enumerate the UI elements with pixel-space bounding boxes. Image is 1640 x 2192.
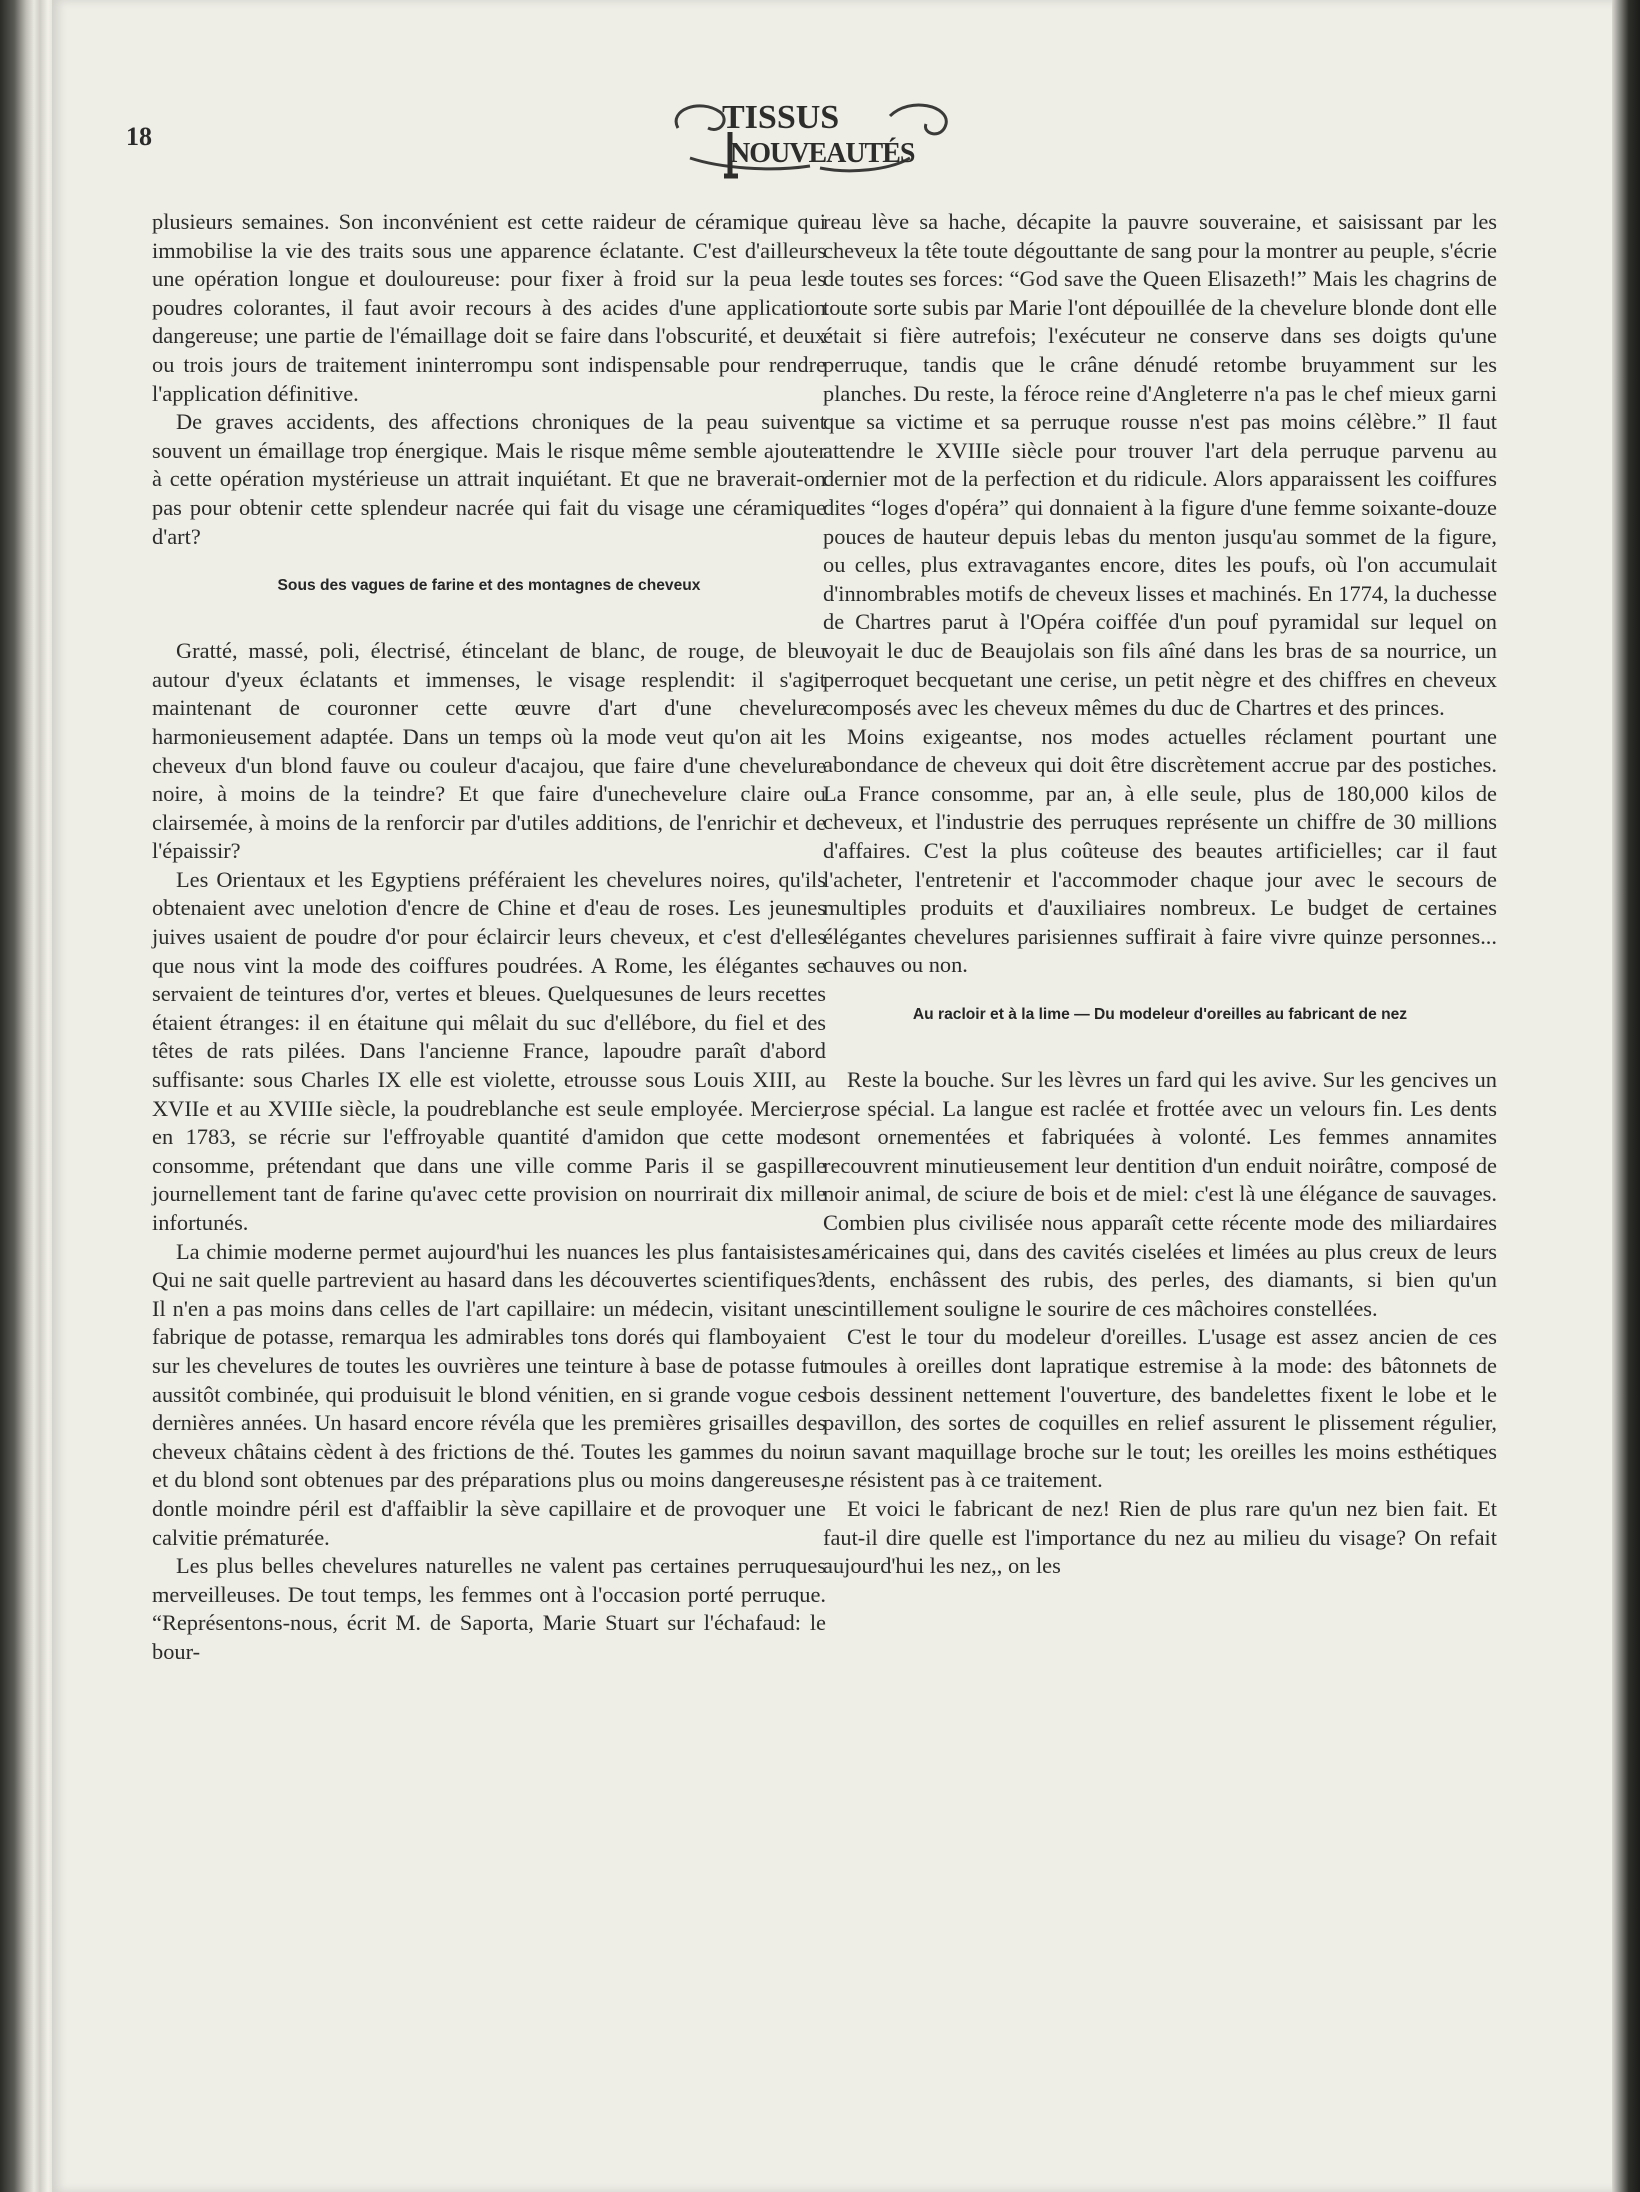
paragraph: reau lève sa hache, décapite la pauvre souveraine, et saisissant par les cheveux la tête toute dégouttante de sang pour la montrer au peuple, s'écrie de toutes ses forces: “God save the Queen Elisazeth!” Mais les chagrins de toute sorte subis par Marie l'ont dépouillée de la chevelure blonde dont elle était si fière autrefois; l'exécuteur ne conserve dans ses doigts qu'une perruque, tandis que le crâne dénudé retombe bruyamment sur les planches. Du reste, la féroce reine d'Angleterre n'a pas le chef mieux garni que sa victime et sa perruque rousse n'est pas moins célèbre.” Il faut attendre le XVIIIe siècle pour trouver l'art dela perruque parvenu au dernier mot de la perfection et du ridicule. Alors apparaissent les coiffures dites “loges d'opéra” qui donnaient à la figure d'une femme soixante-douze pouces de hauteur depuis lebas du menton jusqu'au sommet de la figure, ou celles, plus extravagantes encore, dites les poufs, où l'on accumulait d'innombrables motifs de cheveux lisses et machinés. En 1774, la duchesse de Chartres parut à l'Opéra coiffée d'un pouf pyramidal sur lequel on voyait le duc de Beaujolais son fils aîné dans les bras de sa nourrice, un perroquet becquetant une cerise, un petit nègre et des chiffres en cheveux composés avec les cheveux mêmes du duc de Chartres et des princes. (823, 209, 1497, 721)
paragraph: Et voici le fabricant de nez! Rien de plus rare qu'un nez bien fait. Et faut-il dire quelle est l'importance du nez au milieu du visage? On refait aujourd'hui les nez,, on les (823, 1495, 1497, 1579)
paragraph: Les plus belles chevelures naturelles ne valent pas certaines perruques merveilleuses. De tout temps, les femmes ont à l'occasion porté perruque. “Représentons-nous, écrit M. de Saporta, Marie Stuart sur l'échafaud: le bour- (152, 1553, 826, 1664)
page-edge (1612, 0, 1640, 2192)
page-number: 18 (126, 122, 152, 151)
masthead-logo (660, 88, 960, 180)
paragraph: Gratté, massé, poli, électrisé, étincelant de blanc, de rouge, de bleu autour d'yeux éclatants et immenses, le visage resplendit: il s'agit maintenant de couronner cette œuvre d'art d'une chevelure harmonieusement adaptée. Dans un temps où la mode veut qu'on ait les cheveux d'un blond fauve ou couleur d'acajou, que faire d'une chevelure noire, à moins de la teindre? Et que faire d'unechevelure claire ou clairsemée, à moins de la renforcir par d'utiles additions, de l'enrichir et de l'épaissir? (152, 638, 826, 864)
left-column (152, 208, 826, 1667)
section-heading: Sous des vagues de farine et des montagnes de cheveux (277, 577, 701, 595)
paragraph: C'est le tour du modeleur d'oreilles. L'usage est assez ancien de ces moules à oreilles dont lapratique estremise à la mode: des bâtonnets de bois dessinent nettement l'ouverture, des bandelettes fixent le lobe et le pavillon, des sortes de coquilles en relief assurent le plissement régulier, un savant maquillage broche sur le tout; les oreilles les moins esthétiques ne résistent pas à ce traitement. (823, 1324, 1497, 1493)
paragraph: Les Orientaux et les Egyptiens préféraient les chevelures noires, qu'ils obtenaient avec unelotion d'encre de Chine et d'eau de roses. Les jeunes juives usaient de poudre d'or pour éclaircir leurs cheveux, et c'est d'elles que nous vint la mode des coiffures poudrées. A Rome, les élégantes se servaient de teintures d'or, vertes et bleues. Quelquesunes de leurs recettes étaient étranges: il en étaitune qui mêlait du suc d'ellébore, du fiel et des têtes de rats pilées. Dans l'ancienne France, lapoudre paraît d'abord suffisante: sous Charles IX elle est violette, etrousse sous Louis XIII, au XVIIe et au XVIIIe siècle, la poudreblanche est seule employée. Mercier, en 1783, se récrie sur l'effroyable quantité d'amidon que cette mode consomme, prétendant que dans une ville comme Paris il se gaspille journellement tant de farine qu'avec cette provision on nourrirait dix mille infortunés. (152, 866, 826, 1235)
paragraph: De graves accidents, des affections chroniques de la peau suivent souvent un émaillage trop énergique. Mais le risque même semble ajouter à cette opération mystérieuse un attrait inquiétant. Et que ne braverait-on pas pour obtenir cette splendeur nacrée qui fait du visage une céramique d'art? (152, 409, 826, 549)
paragraph: Moins exigeantse, nos modes actuelles réclament pourtant une abondance de cheveux qui doit être discrètement accrue par des postiches. La France consomme, par an, à elle seule, plus de 180,000 kilos de cheveux, et l'industrie des perruques représente un chiffre de 30 millions d'affaires. C'est la plus coûteuse des beautes artificielles; car il faut l'acheter, l'entretenir et l'accommoder chaque jour avec le secours de multiples produits et d'auxiliaires nombreux. Le budget de certaines élégantes chevelures parisiennes suffirait à faire vivre quinze personnes... chauves ou non. (823, 723, 1497, 978)
paragraph: plusieurs semaines. Son inconvénient est cette raideur de céramique qui immobilise la vie des traits sous une apparence éclatante. C'est d'ailleurs une opération longue et douloureuse: pour fixer à froid sur la peua les poudres colorantes, il faut avoir recours à des acides d'une application dangereuse; une partie de l'émaillage doit se faire dans l'obscurité, et deux ou trois jours de traitement ininterrompu sont indispensable pour rendre l'application définitive. (152, 209, 826, 406)
section-heading: Au racloir et à la lime — Du modeleur d'oreilles au fabricant de nez (912, 1006, 1408, 1024)
paragraph: Reste la bouche. Sur les lèvres un fard qui les avive. Sur les gencives un rose spécial. La langue est raclée et frottée avec un velours fin. Les dents sont ornementées et fabriquées à volonté. Les femmes annamites recouvrent minutieusement leur dentition d'un enduit noirâtre, composé de noir animal, de sciure de bois et de miel: c'est là une élégance de sauvages. Combien plus civilisée nous apparaît cette récente mode des miliardaires américaines qui, dans des cavités ciselées et limées au plus creux de leurs dents, enchâssent des rubis, des perles, des diamants, si bien qu'un scintillement souligne le sourire de ces mâchoires constellées. (823, 1067, 1497, 1321)
masthead-bottom-text: NOUVEAUTÉS (730, 138, 915, 169)
paragraph: La chimie moderne permet aujourd'hui les nuances les plus fantaisistes. Qui ne sait quelle partrevient au hasard dans les découvertes scientifiques? Il n'en a pas moins dans celles de l'art capillaire: un médecin, visitant une fabrique de potasse, remarqua les admirables tons dorés qui flamboyaient sur les chevelures de toutes les ouvrières une teinture à base de potasse fut aussitôt combinée, qui produisuit le blond vénitien, en si grande vogue ces dernières années. Un hasard encore révéla que les premières grisailles des cheveux châtains cèdent à des frictions de thé. Toutes les gammes du noir et du blond sont obtenues par des préparations plus ou moins dangereuses, dontle moindre péril est d'affaiblir la sève capillaire et de provoquer une calvitie prématurée. (152, 1238, 826, 1550)
masthead-top-text: TISSUS (722, 99, 840, 136)
right-column (823, 208, 1497, 1581)
